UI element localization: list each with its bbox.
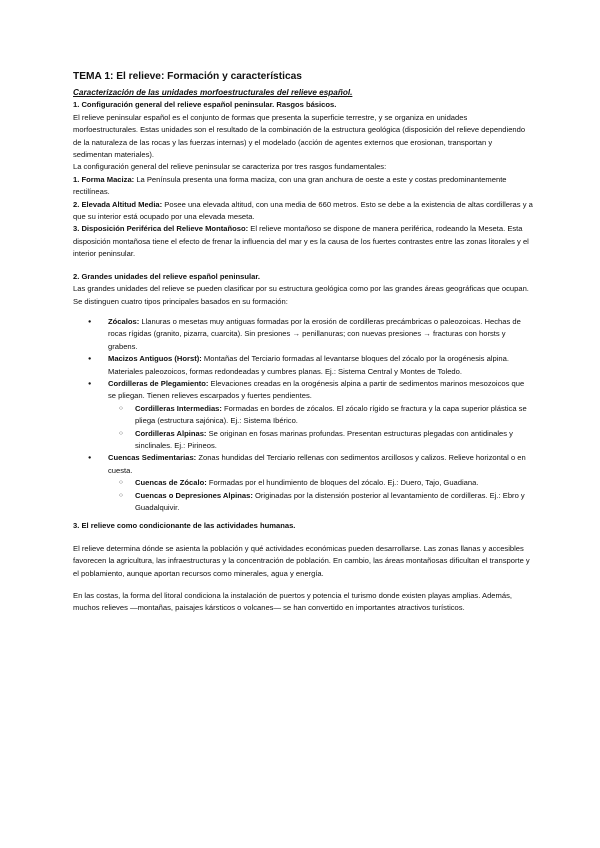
sub-list — [108, 403, 533, 453]
feature-label: 1. Forma Maciza: — [73, 174, 135, 184]
subunit-text: Se originan en fosas marinas profundas. Presentan estructuras plegadas con antidinales y sinclinales. Ej.: Pirineos. — [135, 428, 513, 450]
unit-label: Zócalos: — [108, 316, 140, 326]
unit-text: Zonas hundidas del Terciario rellenas con sedimentos arcillosos y calizos. Relieve horizontal o en cuesta. — [108, 453, 526, 475]
document-page — [73, 70, 533, 615]
section-3-heading: 3. El relieve como condicionante de las actividades humanas. — [73, 521, 296, 531]
subunit-label: Cordilleras Intermedias: — [135, 403, 222, 413]
feature-label: 2. Elevada Altitud Media: — [73, 199, 163, 209]
unit-text: Montañas del Terciario formadas al levantarse bloques del zócalo por la orogénesis alpina. Materiales paleozoicos, formas redondeadas y cumbres planas. Ej.: Sistema Central y Montes de Toledo. — [108, 354, 509, 376]
feature-text: La Península presenta una forma maciza, con una gran anchura de oeste a este y costas predominantemente rectilíneas. — [73, 174, 507, 197]
document-subtitle: Caracterización de las unidades morfoestructurales del relieve español. — [73, 88, 353, 97]
feature-item — [73, 223, 533, 260]
feature-text: Posee una elevada altitud, con una media de 660 metros. Esto se debe a la existencia de altas cordilleras y a que su interior está ocupado por una elevada meseta. — [73, 199, 533, 222]
list-item — [73, 353, 533, 378]
unit-text: Elevaciones creadas en la orogénesis alpina a partir de sedimentos marinos mesozoicos que se pliegan. Tienen relieves escarpados y fuertes pendientes. — [108, 378, 525, 401]
feature-item — [73, 199, 533, 224]
feature-label: 3. Disposición Periférica del Relieve Montañoso: — [73, 224, 249, 234]
subunit-text: Formadas en bordes de zócalos. El zócalo rígido se fractura y la capa superior plástica se pliega (estructura sajónica). Ej.: Sistema Ibérico. — [135, 403, 527, 426]
section-1-paragraph-2: La configuración general del relieve peninsular se caracteriza por tres rasgos fundamentales: — [73, 162, 387, 172]
subunit-label: Cuencas o Depresiones Alpinas: — [135, 490, 253, 500]
section-3-paragraph-2: En las costas, la forma del litoral condiciona la instalación de puertos y potencia el turismo donde existen playas amplias. Además, muchos relieves —montañas, paisajes kársticos o volcanes— se han convertido en importantes atractivos turísticos. — [73, 591, 512, 613]
sub-list-item — [108, 428, 533, 453]
section-3-paragraph-1: El relieve determina dónde se asienta la población y qué actividades económicas pueden desarrollarse. Las zonas llanas y accesibles favorecen la agricultura, las infraestructuras y la concentración de población. En cambio, las áreas montañosas dificultan el transporte y el poblamiento, aunque aportan recursos como minerales, agua y energía. — [73, 543, 530, 578]
unit-label: Cordilleras de Plegamiento: — [108, 378, 209, 388]
section-2-heading: 2. Grandes unidades del relieve español peninsular. — [73, 271, 260, 281]
document-title: TEMA 1: El relieve: Formación y características — [73, 71, 302, 82]
section-2-intro: Las grandes unidades del relieve se pueden clasificar por su estructura geológica como por las grandes áreas geográficas que ocupan. Se distinguen cuatro tipos principales basados en su formación: — [73, 284, 529, 306]
sub-list-item — [108, 477, 533, 489]
subunit-text: Formadas por el hundimiento de bloques del zócalo. Ej.: Duero, Tajo, Guadiana. — [206, 478, 479, 488]
subunit-label: Cordilleras Alpinas: — [135, 428, 207, 438]
sub-list-item — [108, 403, 533, 428]
sub-list-item — [108, 490, 533, 515]
unit-label: Cuencas Sedimentarias: — [108, 453, 197, 463]
list-item — [73, 316, 533, 353]
section-1-heading: 1. Configuración general del relieve español peninsular. Rasgos básicos. — [73, 100, 337, 110]
feature-text: El relieve montañoso se dispone de manera periférica, rodeando la Meseta. Esta disposición montañosa tiene el efecto de frenar la influencia del mar y es la causa de los fuertes contrastes entre las zonas litorales y el interior peninsular. — [73, 224, 529, 259]
feature-item — [73, 174, 533, 199]
unit-label: Macizos Antiguos (Horst): — [108, 354, 202, 364]
unit-list — [73, 316, 533, 515]
subunit-text: Originadas por la distensión posterior al levantamiento de cordilleras. Ej.: Ebro y Guadalquivir. — [135, 490, 525, 512]
list-item — [73, 378, 533, 452]
sub-list — [108, 477, 533, 514]
section-1-paragraph-1: El relieve peninsular español es el conjunto de formas que presenta la superficie terrestre, y se organiza en unidades morfoestructurales. Estas unidades son el resultado de la combinación de la estructura geológica (disposición del relieve dependiendo de la naturaleza de las rocas y las fuerzas internas) y el modelado (acción de agentes externos que erosionan, transportan y sedimentan materiales). — [73, 112, 526, 160]
unit-text: Llanuras o mesetas muy antiguas formadas por la erosión de cordilleras precámbricas o paleozoicas. Hechas de rocas rígidas (granito, pizarra, cuarcita). Sin presiones → penillanuras; con nuevas presiones → fracturas con horsts y grabens. — [108, 316, 521, 351]
list-item — [73, 452, 533, 514]
subunit-label: Cuencas de Zócalo: — [135, 478, 207, 488]
